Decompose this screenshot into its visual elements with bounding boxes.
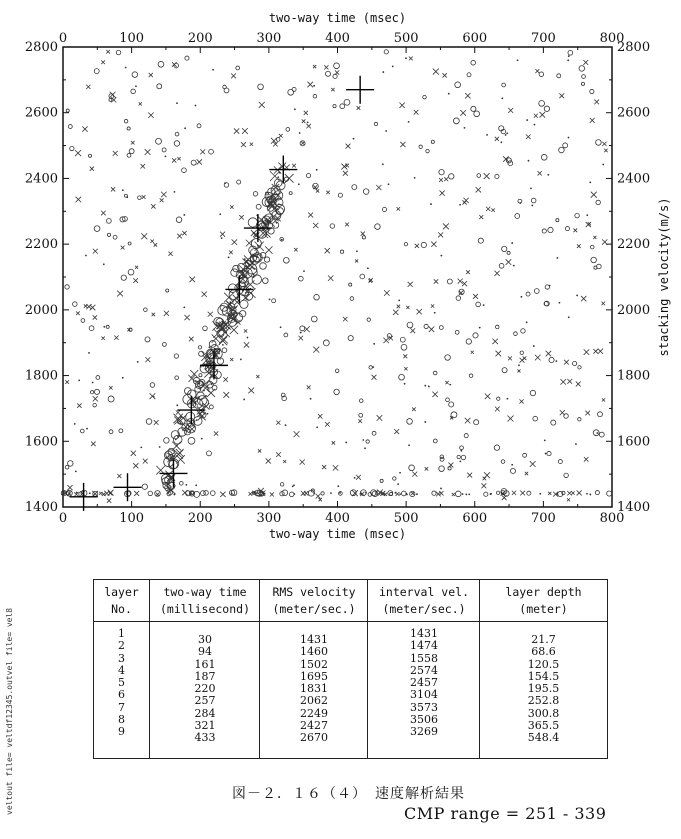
header-rms-velocity-unit: (meter/sec.) xyxy=(272,602,356,616)
file-path-label xyxy=(3,605,17,815)
table-cell-layer-depth: 195.5 xyxy=(527,682,560,696)
header-layer: layer xyxy=(104,585,139,599)
column-two-way-time xyxy=(149,580,260,758)
table-cell-interval-vel: 2574 xyxy=(410,663,438,677)
y-tick-label-left: 1800 xyxy=(24,368,58,384)
x-tick-label-top: 400 xyxy=(325,31,350,46)
table-cell-layer-depth: 252.8 xyxy=(527,694,560,708)
table-cell-interval-vel: 1431 xyxy=(410,627,438,640)
table-cell-interval-vel: 3506 xyxy=(410,713,438,727)
x-tick-label-bottom: 0 xyxy=(58,511,68,526)
header-two-way-time: two-way time xyxy=(163,585,247,599)
table-cell-two-way-time: 161 xyxy=(194,657,216,671)
y-tick-label-right: 1400 xyxy=(617,500,651,515)
table-cell-interval-vel: 3104 xyxy=(410,688,438,702)
y-tick-label-right: 1600 xyxy=(617,434,651,450)
header-two-way-time-unit: (millisecond) xyxy=(159,602,250,616)
cmp-range-label: CMP range = 251 - 339 xyxy=(404,804,607,823)
table-cell-layer-depth: 21.7 xyxy=(531,633,556,646)
table-cell-layer-depth: 300.8 xyxy=(527,706,560,720)
y-tick-label-right: 2200 xyxy=(617,237,651,253)
table-cell-layer-no: 5 xyxy=(118,676,125,690)
y-tick-label-left: 1400 xyxy=(24,500,58,515)
table-cell-rms-velocity: 1460 xyxy=(300,645,328,659)
table-cell-layer-depth: 154.5 xyxy=(527,669,560,683)
y-tick-label-right: 2000 xyxy=(617,302,651,318)
header-interval-vel-unit: (meter/sec.) xyxy=(382,602,466,616)
semblance-texture xyxy=(61,50,612,503)
table-cell-two-way-time: 187 xyxy=(194,669,216,683)
x-tick-label-bottom: 800 xyxy=(599,511,625,526)
file-path-text: veltout file= veltdf12345.outvel file= vel8 xyxy=(5,607,14,815)
x-tick-label-bottom: 200 xyxy=(187,511,213,526)
table-cell-layer-no: 2 xyxy=(118,639,125,653)
table-cell-two-way-time: 220 xyxy=(194,682,216,696)
table-cell-layer-no: 3 xyxy=(118,651,125,665)
velocity-pick-marker xyxy=(225,275,253,303)
table-cell-interval-vel: 3269 xyxy=(410,725,438,739)
x-tick-label-bottom: 600 xyxy=(462,511,488,526)
plot-frame xyxy=(63,47,612,507)
x-tick-label-bottom: 100 xyxy=(119,511,145,526)
velocity-pick-marker xyxy=(269,156,297,184)
x-tick-label-bottom: 300 xyxy=(256,511,282,526)
table-cell-rms-velocity: 1695 xyxy=(300,669,328,683)
header-layer-depth-unit: (meter) xyxy=(519,602,568,616)
velocity-pick-marker xyxy=(346,76,374,104)
table-cell-layer-depth: 365.5 xyxy=(527,719,560,733)
y-axis-label: stacking velocity(m/s) xyxy=(657,197,671,357)
x-tick-label-top: 800 xyxy=(599,31,625,46)
table-cell-layer-depth: 68.6 xyxy=(531,645,556,659)
y-tick-label-left: 2200 xyxy=(24,237,58,253)
table-cell-layer-depth: 548.4 xyxy=(527,731,560,745)
table-cell-layer-no: 9 xyxy=(118,725,125,739)
table-cell-layer-no: 6 xyxy=(118,688,125,702)
x-tick-label-top: 500 xyxy=(393,31,419,46)
table-cell-interval-vel: 3573 xyxy=(410,700,438,714)
x-tick-label-top: 700 xyxy=(530,31,556,46)
x-tick-label-bottom: 500 xyxy=(393,511,419,526)
y-tick-label-right: 1800 xyxy=(617,368,651,384)
table-cell-two-way-time: 321 xyxy=(194,719,216,733)
table-cell-rms-velocity: 2670 xyxy=(300,731,328,745)
table-cell-rms-velocity: 1431 xyxy=(300,633,328,646)
table-cell-interval-vel: 2457 xyxy=(410,676,438,690)
header-layer-sub: No. xyxy=(111,602,132,616)
x-axis-label-bottom: two-way time (msec) xyxy=(268,527,407,541)
x-axis-label-top: two-way time (msec) xyxy=(268,11,407,25)
y-tick-label-right: 2600 xyxy=(617,105,651,121)
y-tick-label-left: 2000 xyxy=(24,302,58,318)
header-layer-depth: layer depth xyxy=(505,585,582,599)
header-interval-vel: interval vel. xyxy=(378,585,469,599)
table-cell-two-way-time: 30 xyxy=(198,633,212,646)
table-cell-layer-depth: 120.5 xyxy=(527,657,560,671)
x-tick-label-top: 600 xyxy=(462,31,488,46)
table-cell-two-way-time: 257 xyxy=(194,694,216,708)
table-cell-interval-vel: 1558 xyxy=(410,651,438,665)
table-cell-rms-velocity: 2249 xyxy=(300,706,328,720)
column-rms-velocity xyxy=(259,580,368,758)
y-tick-label-left: 2800 xyxy=(24,40,58,55)
table-cell-rms-velocity: 2062 xyxy=(300,694,328,708)
header-rms-velocity: RMS velocity xyxy=(272,585,356,599)
figure-caption: 図－２．１６（４） 速度解析結果 xyxy=(232,786,465,802)
table-cell-rms-velocity: 2427 xyxy=(300,719,328,733)
y-tick-label-left: 2400 xyxy=(24,171,58,187)
table-cell-rms-velocity: 1502 xyxy=(300,657,328,671)
velocity-results-table xyxy=(93,579,608,759)
table-cell-interval-vel: 1474 xyxy=(410,639,438,653)
table-cell-two-way-time: 94 xyxy=(198,645,212,659)
table-cell-layer-no: 7 xyxy=(118,700,125,714)
column-layer-depth xyxy=(479,580,607,758)
x-tick-label-bottom: 400 xyxy=(325,511,350,526)
table-cell-layer-no: 1 xyxy=(118,627,125,640)
y-tick-label-left: 2600 xyxy=(24,105,58,121)
velocity-pick-marker xyxy=(200,351,228,379)
column-interval-vel xyxy=(367,580,480,758)
y-tick-label-right: 2400 xyxy=(617,171,651,187)
column-layer-no xyxy=(94,580,149,758)
table-cell-layer-no: 4 xyxy=(118,663,125,677)
table-cell-layer-no: 8 xyxy=(118,713,125,727)
x-tick-label-bottom: 700 xyxy=(530,511,556,526)
x-tick-label-top: 0 xyxy=(58,31,68,46)
x-tick-label-top: 100 xyxy=(119,31,145,46)
table-cell-two-way-time: 433 xyxy=(194,731,216,745)
y-tick-label-right: 2800 xyxy=(617,40,651,55)
x-tick-label-top: 200 xyxy=(187,31,213,46)
table-cell-two-way-time: 284 xyxy=(194,706,216,720)
table-cell-rms-velocity: 1831 xyxy=(300,682,328,696)
x-tick-label-top: 300 xyxy=(256,31,282,46)
y-tick-label-left: 1600 xyxy=(24,434,58,450)
